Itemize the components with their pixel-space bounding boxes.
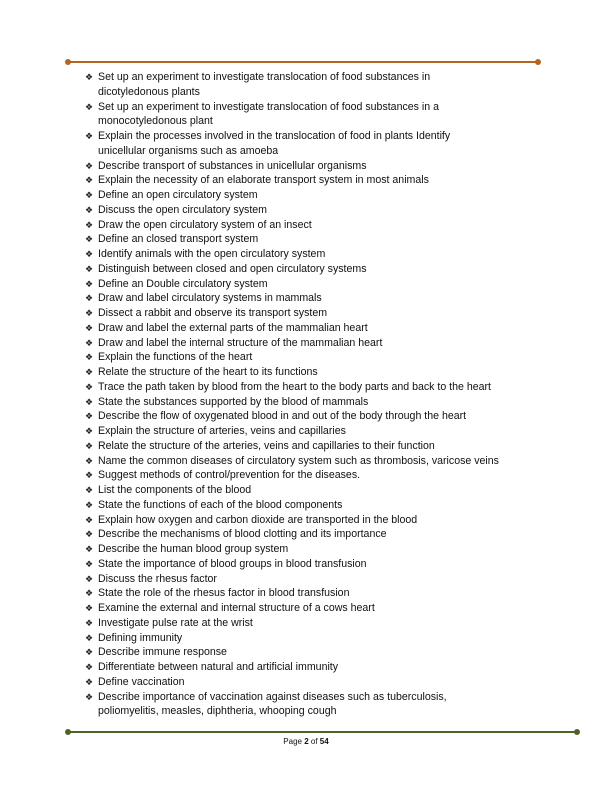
list-item-text: Discuss the open circulatory system: [98, 203, 267, 216]
list-item-text: Set up an experiment to investigate translocation of food substances in dicotyledonous plants: [98, 71, 431, 98]
list-item-text: State the substances supported by the blood of mammals: [98, 395, 369, 408]
bullet-diamond-icon: ❖: [85, 617, 94, 628]
bullet-diamond-icon: ❖: [85, 101, 94, 112]
bullet-diamond-icon: ❖: [85, 485, 94, 495]
list-item: [85, 277, 499, 292]
list-item-text: Identify animals with the open circulatory system: [98, 248, 326, 260]
bullet-diamond-icon: ❖: [85, 219, 94, 230]
bullet-diamond-icon: ❖: [85, 204, 94, 215]
list-item: [85, 645, 499, 660]
list-item: [85, 483, 499, 498]
list-item-text: List the components of the blood: [98, 484, 252, 496]
list-item: [85, 572, 499, 587]
rule-end-dot: [65, 59, 71, 65]
bullet-diamond-icon: ❖: [85, 514, 94, 525]
list-item-text: Explain the processes involved in the translocation of food in plants Identify unicellular organisms such as amoeba: [98, 130, 451, 157]
bullet-diamond-icon: ❖: [85, 352, 94, 363]
list-item-text: Set up an experiment to investigate translocation of food substances in a monocotyledonous plant: [98, 100, 439, 128]
bullet-diamond-icon: ❖: [85, 662, 94, 672]
list-item: [85, 513, 499, 528]
list-item-text: Draw the open circulatory system of an insect: [98, 218, 312, 231]
list-item: [85, 409, 499, 424]
list-item-text: Trace the path taken by blood from the heart to the body parts and back to the heart: [98, 380, 491, 393]
bullet-diamond-icon: ❖: [85, 411, 94, 422]
page-footer: [0, 737, 612, 746]
list-item: [85, 424, 499, 439]
bullet-diamond-icon: ❖: [85, 470, 94, 481]
bullet-diamond-icon: ❖: [85, 337, 94, 348]
bullet-diamond-icon: ❖: [85, 396, 94, 407]
rule-end-dot: [574, 729, 580, 735]
bullet-diamond-icon: ❖: [85, 544, 94, 554]
list-item-text: Describe importance of vaccination against diseases such as tuberculosis, poliomyelitis, measles, diphtheria, whooping cough: [98, 690, 447, 718]
list-item-text: Draw and label circulatory systems in mammals: [98, 292, 322, 305]
list-item: [85, 498, 499, 513]
list-item-text: Describe the flow of oxygenated blood in and out of the body through the heart: [98, 410, 467, 423]
bullet-diamond-icon: ❖: [85, 691, 94, 702]
list-item: [85, 70, 499, 100]
page-label: Page: [283, 737, 305, 746]
bullet-diamond-icon: ❖: [85, 381, 94, 392]
bullet-diamond-icon: ❖: [85, 234, 94, 245]
list-item: [85, 218, 499, 233]
list-item: [85, 306, 499, 321]
list-item-text: Defining immunity: [98, 631, 183, 644]
bullet-diamond-icon: ❖: [85, 588, 94, 599]
list-item-text: State the role of the rhesus factor in blood transfusion: [98, 587, 350, 600]
list-item-text: Define vaccination: [98, 675, 185, 688]
list-item: [85, 232, 499, 247]
list-item-text: Define an closed transport system: [98, 233, 259, 246]
page-total: 54: [319, 737, 329, 746]
list-item: [85, 616, 499, 631]
list-item: [85, 321, 499, 336]
of-label: of: [308, 737, 320, 746]
bullet-diamond-icon: ❖: [85, 190, 94, 200]
header-rule: [68, 61, 538, 63]
bullet-diamond-icon: ❖: [85, 426, 94, 436]
list-item-text: Dissect a rabbit and observe its transport system: [98, 307, 328, 319]
bullet-diamond-icon: ❖: [85, 603, 94, 613]
list-item-text: Explain how oxygen and carbon dioxide are transported in the blood: [98, 513, 418, 526]
list-item: [85, 100, 499, 130]
list-item: [85, 336, 499, 351]
list-item: [85, 395, 499, 410]
bullet-diamond-icon: ❖: [85, 278, 94, 289]
bullet-diamond-icon: ❖: [85, 367, 94, 377]
list-item: [85, 203, 499, 218]
list-item: [85, 380, 499, 395]
bullet-diamond-icon: ❖: [85, 293, 94, 304]
list-item: [85, 159, 499, 174]
list-item: [85, 601, 499, 616]
list-item-text: Describe the human blood group system: [98, 543, 289, 555]
list-item-text: Examine the external and internal structure of a cows heart: [98, 602, 375, 614]
list-item-text: Draw and label the external parts of the mammalian heart: [98, 321, 368, 334]
bullet-diamond-icon: ❖: [85, 558, 94, 569]
bullet-diamond-icon: ❖: [85, 632, 94, 643]
list-item-text: Differentiate between natural and artificial immunity: [98, 661, 339, 673]
list-item: [85, 557, 499, 572]
list-item-text: Relate the structure of the heart to its functions: [98, 366, 318, 378]
list-item: [85, 350, 499, 365]
list-item-text: Explain the functions of the heart: [98, 351, 253, 364]
list-item: [85, 365, 499, 380]
bullet-diamond-icon: ❖: [85, 263, 94, 274]
list-item: [85, 675, 499, 690]
list-item: [85, 690, 499, 720]
list-item: [85, 542, 499, 557]
list-item-text: Describe the mechanisms of blood clotting and its importance: [98, 528, 387, 541]
page-number: 2: [304, 737, 309, 746]
list-item-text: State the functions of each of the blood components: [98, 498, 343, 511]
bullet-diamond-icon: ❖: [85, 499, 94, 510]
list-item-text: Name the common diseases of circulatory system such as thrombosis, varicose veins: [98, 454, 499, 467]
list-item-text: Suggest methods of control/prevention for the diseases.: [98, 469, 361, 482]
bullet-diamond-icon: ❖: [85, 72, 94, 82]
list-item-text: Describe immune response: [98, 646, 227, 659]
bullet-diamond-icon: ❖: [85, 131, 94, 141]
list-item: [85, 291, 499, 306]
list-item: [85, 454, 499, 469]
list-item-text: Investigate pulse rate at the wrist: [98, 616, 253, 629]
list-item: [85, 586, 499, 601]
bullet-diamond-icon: ❖: [85, 322, 94, 333]
list-item: [85, 129, 499, 159]
list-item-text: Define an Double circulatory system: [98, 277, 268, 290]
list-item-text: Explain the necessity of an elaborate transport system in most animals: [98, 174, 429, 187]
bullet-diamond-icon: ❖: [85, 647, 94, 658]
list-item: [85, 173, 499, 188]
list-item: [85, 439, 499, 454]
list-item-text: Define an open circulatory system: [98, 189, 258, 201]
bullet-diamond-icon: ❖: [85, 573, 94, 584]
footer-rule: [68, 731, 577, 733]
list-item-text: Draw and label the internal structure of the mammalian heart: [98, 336, 383, 349]
list-item: [85, 468, 499, 483]
list-item-text: Describe transport of substances in unicellular organisms: [98, 159, 367, 172]
list-item: [85, 262, 499, 277]
bullet-diamond-icon: ❖: [85, 529, 94, 540]
bullet-diamond-icon: ❖: [85, 440, 94, 451]
bullet-diamond-icon: ❖: [85, 455, 94, 466]
list-item-text: Distinguish between closed and open circulatory systems: [98, 262, 367, 275]
bullet-diamond-icon: ❖: [85, 160, 94, 171]
list-item-text: Discuss the rhesus factor: [98, 572, 217, 585]
bullet-diamond-icon: ❖: [85, 249, 94, 259]
list-item: [85, 188, 499, 203]
list-item: [85, 527, 499, 542]
bullet-diamond-icon: ❖: [85, 175, 94, 186]
list-item-text: State the importance of blood groups in blood transfusion: [98, 557, 367, 570]
rule-end-dot: [65, 729, 71, 735]
list-item-text: Relate the structure of the arteries, veins and capillaries to their function: [98, 439, 435, 452]
list-item-text: Explain the structure of arteries, veins and capillaries: [98, 425, 346, 437]
objectives-list: [85, 70, 499, 719]
list-item: [85, 631, 499, 646]
bullet-diamond-icon: ❖: [85, 676, 94, 687]
bullet-diamond-icon: ❖: [85, 308, 94, 318]
rule-end-dot: [535, 59, 541, 65]
list-item: [85, 247, 499, 262]
list-item: [85, 660, 499, 675]
